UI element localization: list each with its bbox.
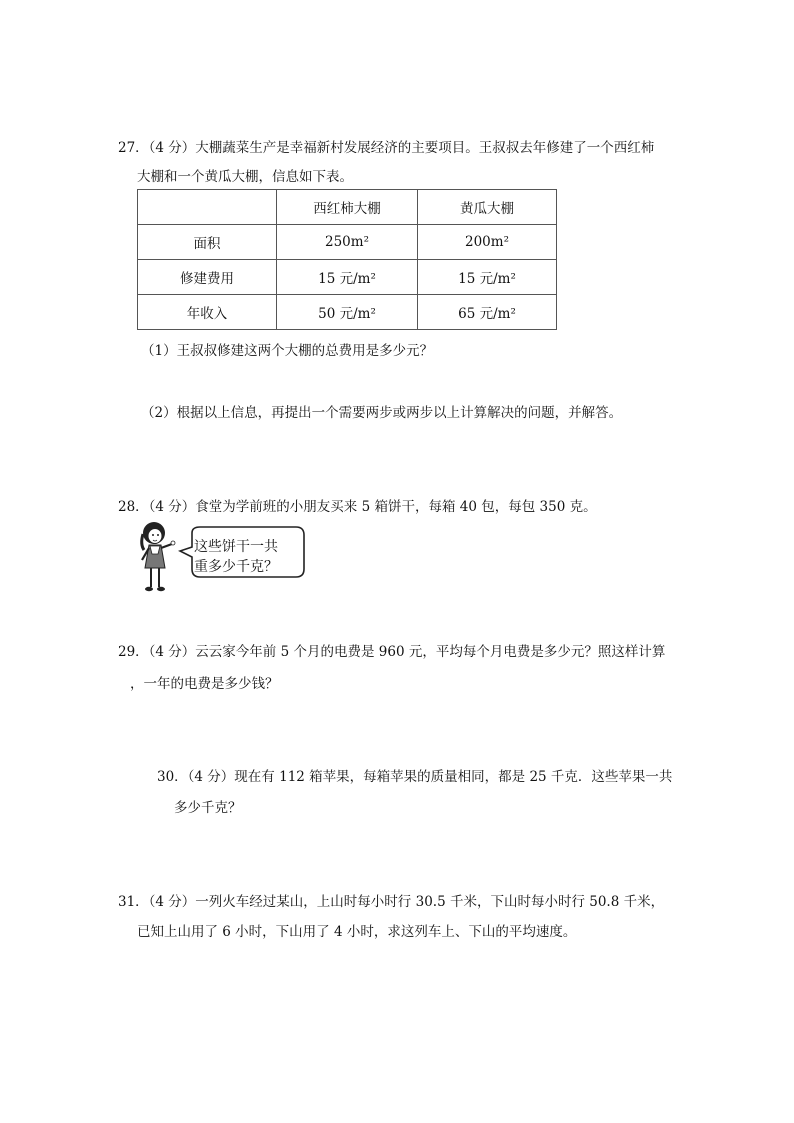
table-row bbox=[138, 295, 557, 330]
table-cell: 15 元/m² bbox=[277, 260, 418, 295]
table-cell: 面积 bbox=[138, 225, 277, 260]
table-row bbox=[138, 260, 557, 295]
bubble-text-line2: 重多少千克？ bbox=[194, 559, 278, 575]
q30-line1: 30．（4 分）现在有 112 箱苹果，每箱苹果的质量相同，都是 25 千克．这些苹果一共 bbox=[157, 769, 673, 785]
table-header-cell: 黄瓜大棚 bbox=[418, 190, 557, 225]
q27-sub2: （2）根据以上信息，再提出一个需要两步或两步以上计算解决的问题，并解答。 bbox=[141, 405, 623, 421]
table-header-row bbox=[138, 190, 557, 225]
q27-sub1: （1）王叔叔修建这两个大棚的总费用是多少元？ bbox=[141, 343, 434, 359]
table-cell: 15 元/m² bbox=[418, 260, 557, 295]
q31-line2: 已知上山用了 6 小时，下山用了 4 小时，求这列车上、下山的平均速度。 bbox=[137, 924, 577, 940]
table-header-cell: 西红柿大棚 bbox=[277, 190, 418, 225]
table-cell: 年收入 bbox=[138, 295, 277, 330]
table-cell: 200m² bbox=[418, 225, 557, 260]
q27-line1: 27．（4 分）大棚蔬菜生产是幸福新村发展经济的主要项目。王叔叔去年修建了一个西红柿 bbox=[118, 140, 655, 156]
q31-line1: 31．（4 分）一列火车经过某山，上山时每小时行 30.5 千米，下山时每小时行 50.8 千米， bbox=[118, 894, 665, 910]
table-header-cell bbox=[138, 190, 277, 225]
table-cell: 修建费用 bbox=[138, 260, 277, 295]
bubble-text-line1: 这些饼干一共 bbox=[194, 539, 278, 555]
table-row bbox=[138, 225, 557, 260]
table-cell: 250m² bbox=[277, 225, 418, 260]
table-cell: 50 元/m² bbox=[277, 295, 418, 330]
girl-illustration bbox=[132, 520, 180, 596]
q29-line1: 29．（4 分）云云家今年前 5 个月的电费是 960 元，平均每个月电费是多少元？照这样计算 bbox=[118, 644, 666, 660]
q27-info-table bbox=[137, 189, 557, 330]
table-cell: 65 元/m² bbox=[418, 295, 557, 330]
q27-line2: 大棚和一个黄瓜大棚，信息如下表。 bbox=[137, 169, 353, 185]
q30-line2: 多少千克？ bbox=[174, 800, 242, 816]
q28-line1: 28．（4 分）食堂为学前班的小朋友买来 5 箱饼干，每箱 40 包，每包 350 克。 bbox=[118, 499, 597, 515]
q29-line2: ，一年的电费是多少钱？ bbox=[130, 676, 279, 692]
